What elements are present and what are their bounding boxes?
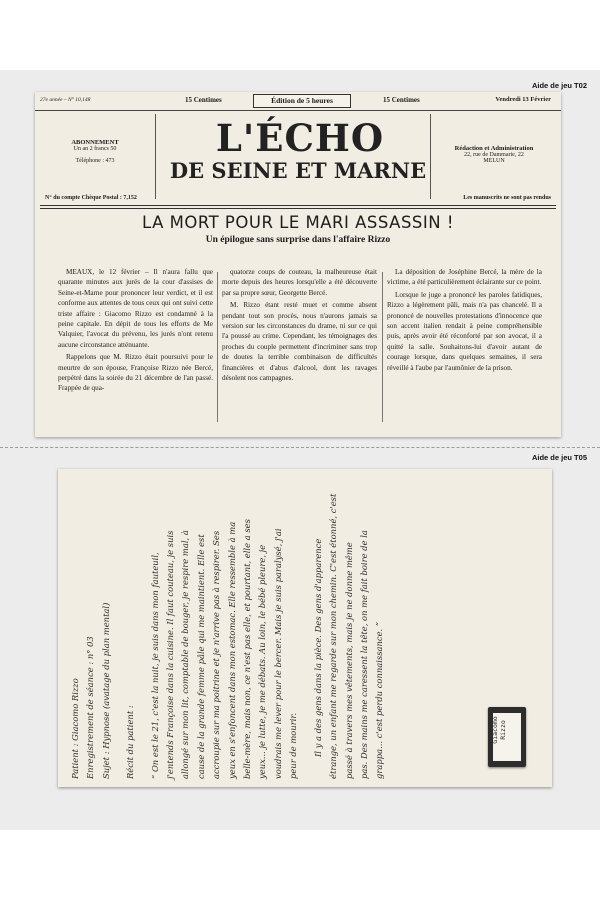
- column-divider: [382, 272, 383, 422]
- note-line: j'entends Françoise dans la cuisine. Il faut couteau, je suis: [165, 530, 176, 779]
- subscription-price: Un an 2 francs 50: [73, 146, 117, 152]
- article-paragraph: MEAUX, le 12 février – Il n'aura fallu que quarante minutes aux jurés de la cour d'assises de Seine-et-Marne pour prononcer leur verdict, et il est conforme aux attentes de tous ceux qui ont suivi cette triste affaire : Giacomo Rizzo est condamné à la peine capitale. En dépit de tous les efforts de Me Valquier, l'avocat du prévenu, les jurés n'ont retenu aucune circonstance atténuante.: [58, 268, 213, 349]
- editorial-box: [439, 145, 549, 164]
- article-subheadline: Un épilogue sans surprise dans l'affaire Rizzo: [205, 235, 391, 245]
- label-first-name: Giacomo: [491, 716, 499, 744]
- game-aid-tag-bottom: Aide de jeu T05: [531, 453, 587, 462]
- note-line: accroupie sur ma poitrine et je n'arrive pas à respirer. Ses: [211, 530, 222, 779]
- price-right: 15 Centimes: [383, 96, 420, 104]
- subscription-title: ABONNEMENT: [71, 139, 119, 146]
- note-line: étrange, un enfant me regarde sur mon chemin. C'est étonné, c'est: [328, 493, 339, 779]
- telephone: Téléphone : 473: [75, 158, 115, 164]
- note-line: passé à travers mes vêtements, mais je ne donne même: [343, 542, 354, 779]
- article-paragraph: Lorsque le juge a prononcé les paroles fatidiques, Rizzo a légèrement pâli, mais n'a pas chancelé. Il a prononcé de nouvelles protestations d'innocence que son accent italien rendait à peine compréhensible puis, après avoir été réconforté par son avocat, il a quitté la salle. Souhaitons-lui d'avoir autant de courage lorsque, dans quelques semaines, il sera réveillé à l'aube par l'aumônier de la prison.: [387, 290, 542, 372]
- note-line: Il y a des gens dans la pièce. Des gens d'apparence: [312, 538, 323, 757]
- issue-number: 27e année – N° 10,148: [40, 97, 91, 103]
- masthead-rule: [40, 205, 556, 209]
- article-headline: LA MORT POUR LE MARI ASSASSIN !: [142, 213, 454, 232]
- newspaper-subtitle: DE SEINE ET MARNE: [169, 158, 427, 183]
- label-last-name: Rizzo: [499, 720, 507, 740]
- subscription-box: [55, 139, 135, 164]
- manuscripts-notice: Les manuscrits ne sont pas rendus: [463, 195, 551, 201]
- game-aid-tag-top: Aide de jeu T02: [531, 81, 587, 90]
- note-line: belle-mère, mais non, ce n'est pas elle, et pourtant, elle a ses: [242, 519, 253, 779]
- note-line: Enregistrement de séance : n° 03: [85, 636, 96, 779]
- note-line: Patient : Giacomo Rizzo: [70, 678, 80, 779]
- cheque-account: N° du compte Chèque Postal : 7,152: [45, 195, 137, 201]
- article-paragraph: quatorze coups de couteau, la malheureuse était morte depuis des heures lorsqu'elle a été découverte par sa propre sœur, Georgette Bercé.: [222, 268, 377, 297]
- note-line: “ On est le 21, c'est la nuit, je suis dans mon fauteuil,: [149, 552, 160, 779]
- note-line: Sujet : Hypnose (avatage du plan mental): [100, 602, 111, 779]
- note-line: voudrais me lever pour le bercer. Mais je suis paralysé, j'ai: [272, 528, 283, 779]
- article-column-2: [222, 267, 377, 385]
- note-line: allongé sur mon lit, comptable de bouger, je respire mal, à: [180, 530, 191, 779]
- price-left: 15 Centimes: [185, 96, 222, 104]
- editorial-city: MELUN: [483, 158, 505, 164]
- handwritten-note: [58, 469, 552, 787]
- note-line: yeux en s'enfoncent dans mon estomac. Elle ressemble à ma: [226, 521, 237, 779]
- note-line: grappa... c'est perdu connaissance. ”: [374, 621, 385, 779]
- masthead-divider-right: [430, 114, 431, 199]
- article-paragraph: La déposition de Joséphine Bercé, la mère de la victime, a été particulièrement éclairante sur ce point.: [387, 268, 542, 287]
- issue-date: Vendredi 13 Février: [495, 96, 551, 103]
- editorial-title: Rédaction et Administration: [454, 145, 534, 152]
- note-line: pas. Des mains me caressent la tête, on me fait boire de la: [358, 530, 369, 779]
- section-divider: [0, 447, 600, 448]
- note-line: Récit du patient :: [125, 705, 136, 779]
- note-line: peur de mourir.: [288, 712, 299, 779]
- newspaper-title: L'ÉCHO: [215, 116, 385, 160]
- article-paragraph: Rappelons que M. Rizzo était poursuivi pour le meurtre de son épouse, Françoise Rizzo née Bercé, perpétré dans la soirée du 21 décembre de l'an passé. Frappée de qua-: [58, 353, 213, 393]
- editorial-address: 22, rue de Dammarie, 22: [464, 152, 524, 158]
- note-text-block: [68, 479, 552, 779]
- note-line: cause de la grande femme pâle qui me maintient. Elle est: [195, 534, 206, 779]
- newspaper-clipping: [35, 92, 561, 437]
- article-paragraph: M. Rizzo étant resté muet et comme absent pendant tout son procès, nous n'aurons jamais sa version sur les circonstances du drame, ni sur ce qui l'a poussé au crime. Cependant, les témoignages des proches du couple permettent d'incriminer sans trop de doutes la terrible combinaison de difficultés financières et d'abus d'alcool, dont les ravages désolent nos campagnes.: [222, 301, 377, 383]
- article-column-1: [58, 267, 213, 396]
- edition-box: Édition de 5 heures: [253, 94, 351, 108]
- name-label-tab: [488, 707, 526, 767]
- name-label-text: [491, 708, 507, 752]
- column-divider: [217, 272, 218, 422]
- note-line: yeux... je lutte, je me débats. Au loin, le bébé pleure, je: [257, 544, 268, 779]
- article-column-3: [387, 267, 542, 375]
- masthead-divider-left: [155, 114, 156, 199]
